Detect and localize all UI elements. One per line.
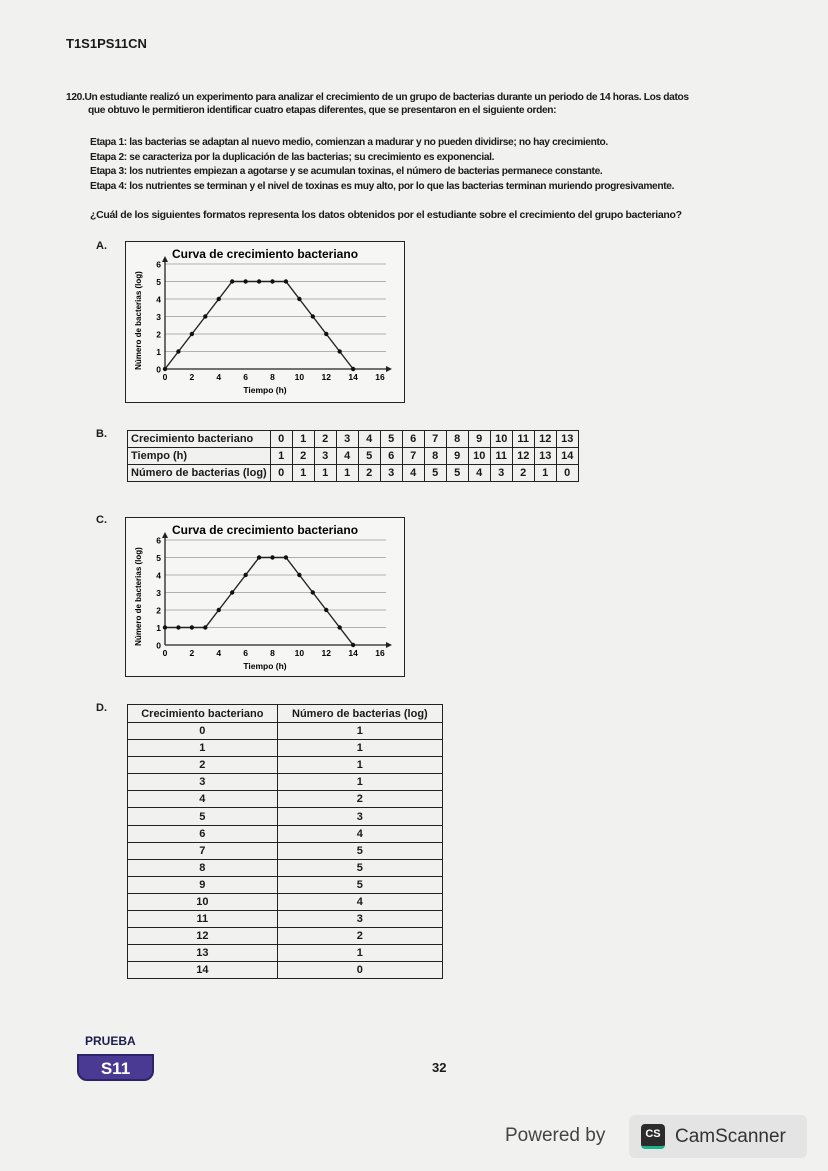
- table-cell: 2: [512, 465, 534, 482]
- x-tick-label: 2: [189, 648, 195, 658]
- table-cell: 4: [402, 465, 424, 482]
- table-row: [128, 465, 579, 482]
- table-cell: 5: [358, 448, 380, 465]
- x-tick-label: 6: [243, 372, 248, 382]
- table-cell: 12: [534, 431, 556, 448]
- y-tick-label: 5: [156, 277, 161, 287]
- table-cell: 11: [512, 431, 534, 448]
- y-tick-label: 0: [156, 640, 161, 651]
- data-point: [351, 367, 355, 371]
- table-cell: 8: [424, 448, 446, 465]
- x-tick-label: 0: [162, 648, 168, 658]
- y-tick-label: 6: [156, 535, 161, 546]
- data-point: [270, 279, 274, 283]
- data-point: [297, 573, 301, 577]
- table-cell: 1: [336, 465, 358, 482]
- table-cell: 6: [402, 431, 424, 448]
- table-cell: 1: [277, 723, 442, 740]
- table-cell: 0: [270, 465, 292, 482]
- table-cell: 13: [556, 431, 578, 448]
- data-point: [297, 297, 301, 301]
- table-cell: 11: [128, 911, 278, 928]
- data-point: [351, 643, 355, 647]
- option-c-chart: [125, 517, 405, 677]
- data-point: [176, 349, 180, 353]
- table-row: [128, 876, 443, 893]
- y-axis-arrow-icon: [162, 532, 168, 538]
- table-cell: 13: [534, 448, 556, 465]
- data-point: [324, 332, 328, 336]
- y-tick-label: 1: [156, 623, 161, 633]
- data-point: [337, 349, 341, 353]
- x-axis-label: Tiempo (h): [243, 661, 287, 671]
- y-tick-label: 2: [156, 329, 161, 340]
- table-cell: 2: [292, 448, 314, 465]
- series-line: [165, 558, 353, 646]
- row-header: Crecimiento bacteriano: [128, 431, 271, 448]
- option-b-table: [127, 430, 579, 482]
- data-point: [163, 625, 167, 629]
- x-axis-label: Tiempo (h): [243, 385, 287, 395]
- chart-title: Curva de crecimiento bacteriano: [171, 523, 359, 537]
- question-prompt: ¿Cuál de los siguientes formatos representa los datos obtenidos por el estudiante sobre el crecimiento del grupo bacteriano?: [90, 209, 682, 221]
- option-a-chart: [125, 241, 405, 403]
- y-axis-label: Número de bacterias (log): [134, 547, 143, 646]
- table-row: [128, 911, 443, 928]
- data-point: [190, 332, 194, 336]
- table-cell: 2: [277, 928, 442, 945]
- table-row: [128, 859, 443, 876]
- table-cell: 9: [128, 876, 278, 893]
- data-point: [243, 573, 247, 577]
- row-header: Número de bacterias (log): [128, 465, 271, 482]
- table-cell: 3: [336, 431, 358, 448]
- x-tick-label: 6: [243, 648, 248, 658]
- column-header: Número de bacterias (log): [277, 705, 442, 723]
- table-cell: 3: [314, 448, 336, 465]
- table-cell: 11: [490, 448, 512, 465]
- x-tick-label: 8: [270, 648, 275, 658]
- table-cell: 1: [534, 465, 556, 482]
- y-tick-label: 1: [156, 347, 161, 357]
- table-row: [128, 928, 443, 945]
- table-cell: 2: [128, 757, 278, 774]
- data-point: [176, 625, 180, 629]
- x-tick-label: 4: [216, 372, 222, 382]
- y-axis-label: Número de bacterias (log): [134, 271, 143, 370]
- table-cell: 1: [128, 740, 278, 757]
- table-cell: 4: [277, 893, 442, 910]
- table-cell: 0: [277, 962, 442, 979]
- camscanner-logo-icon: CS: [641, 1124, 665, 1149]
- y-tick-label: 5: [156, 553, 161, 563]
- session-badge: S11: [77, 1054, 154, 1081]
- table-cell: 4: [358, 431, 380, 448]
- table-cell: 5: [424, 465, 446, 482]
- table-row: [128, 757, 443, 774]
- table-cell: 5: [380, 431, 402, 448]
- table-cell: 1: [292, 465, 314, 482]
- x-tick-label: 14: [348, 648, 358, 658]
- data-point: [230, 590, 234, 594]
- table-cell: 6: [128, 825, 278, 842]
- data-point: [324, 608, 328, 612]
- table-cell: 1: [277, 774, 442, 791]
- table-cell: 3: [128, 774, 278, 791]
- table-row: [128, 740, 443, 757]
- table-cell: 8: [446, 431, 468, 448]
- table-cell: 4: [277, 825, 442, 842]
- y-tick-label: 3: [156, 588, 161, 598]
- stage-4: Etapa 4: los nutrientes se terminan y el nivel de toxinas es muy alto, por lo que las bacterias terminan muriendo progresivamente.: [90, 180, 675, 192]
- data-point: [163, 367, 167, 371]
- option-d-label[interactable]: D.: [96, 702, 107, 714]
- table-cell: 10: [468, 448, 490, 465]
- y-tick-label: 0: [156, 364, 161, 375]
- question-line-2: que obtuvo le permitieron identificar cuatro etapas diferentes, que se presentaron en el siguiente orden:: [88, 105, 557, 116]
- table-cell: 14: [128, 962, 278, 979]
- table-cell: 0: [270, 431, 292, 448]
- document-code: T1S1PS11CN: [66, 36, 147, 51]
- x-axis-arrow-icon: [386, 642, 392, 648]
- table-row: [128, 448, 579, 465]
- y-tick-label: 6: [156, 259, 161, 270]
- x-tick-label: 10: [294, 372, 305, 382]
- table-row: [128, 893, 443, 910]
- x-tick-label: 16: [375, 648, 385, 658]
- table-cell: 4: [336, 448, 358, 465]
- prueba-label: PRUEBA: [85, 1034, 136, 1048]
- data-point: [257, 555, 261, 559]
- y-tick-label: 2: [156, 605, 161, 616]
- table-cell: 0: [556, 465, 578, 482]
- data-point: [203, 625, 207, 629]
- data-point: [284, 279, 288, 283]
- table-row: [128, 791, 443, 808]
- data-point: [217, 297, 221, 301]
- table-cell: 0: [128, 723, 278, 740]
- chart-c-svg: [126, 518, 404, 676]
- camscanner-brand: CamScanner: [675, 1126, 786, 1147]
- option-b-label[interactable]: B.: [96, 428, 107, 440]
- data-point: [203, 314, 207, 318]
- stage-3: Etapa 3: los nutrientes empiezan a agotarse y se acumulan toxinas, el número de bacterias permanece constante.: [90, 166, 603, 177]
- table-cell: 1: [277, 945, 442, 962]
- table-row: [128, 431, 579, 448]
- chart-a-svg: [126, 242, 404, 402]
- table-cell: 5: [446, 465, 468, 482]
- x-tick-label: 10: [294, 648, 305, 658]
- table-cell: 3: [277, 911, 442, 928]
- table-cell: 6: [380, 448, 402, 465]
- y-tick-label: 4: [156, 294, 161, 305]
- data-point: [230, 279, 234, 283]
- data-point: [270, 555, 274, 559]
- table-row: [128, 774, 443, 791]
- row-header: Tiempo (h): [128, 448, 271, 465]
- data-point: [337, 625, 341, 629]
- x-axis-arrow-icon: [386, 366, 392, 372]
- powered-by-text: Powered by: [505, 1125, 606, 1146]
- table-cell: 12: [128, 928, 278, 945]
- option-c-label[interactable]: C.: [96, 514, 107, 526]
- table-cell: 7: [128, 842, 278, 859]
- table-row: [128, 842, 443, 859]
- x-tick-label: 4: [216, 648, 222, 658]
- table-cell: 2: [358, 465, 380, 482]
- data-point: [190, 625, 194, 629]
- x-tick-label: 14: [348, 372, 358, 382]
- table-cell: 1: [277, 757, 442, 774]
- stage-1: Etapa 1: las bacterias se adaptan al nuevo medio, comienzan a madurar y no pueden dividirse; no hay crecimiento.: [90, 137, 608, 148]
- series-line: [165, 282, 353, 370]
- x-tick-label: 12: [321, 372, 331, 382]
- table-cell: 2: [314, 431, 336, 448]
- table-cell: 5: [128, 808, 278, 825]
- table-cell: 9: [446, 448, 468, 465]
- table-cell: 9: [468, 431, 490, 448]
- table-cell: 7: [402, 448, 424, 465]
- table-cell: 5: [277, 859, 442, 876]
- table-row: [128, 825, 443, 842]
- table-cell: 8: [128, 859, 278, 876]
- table-row: [128, 808, 443, 825]
- table-cell: 5: [277, 876, 442, 893]
- table-row: [128, 945, 443, 962]
- table-cell: 1: [270, 448, 292, 465]
- question-number: 120.: [66, 92, 85, 103]
- table-cell: 1: [277, 740, 442, 757]
- column-header: Crecimiento bacteriano: [128, 705, 278, 723]
- question-text: [66, 91, 816, 117]
- data-point: [257, 279, 261, 283]
- table-cell: 10: [128, 893, 278, 910]
- x-tick-label: 16: [375, 372, 385, 382]
- option-d-table: [127, 704, 443, 979]
- table-cell: 4: [468, 465, 490, 482]
- option-a-label[interactable]: A.: [96, 240, 107, 252]
- table-header-row: [128, 705, 443, 723]
- y-tick-label: 3: [156, 312, 161, 322]
- x-tick-label: 0: [162, 372, 168, 382]
- x-tick-label: 12: [321, 648, 331, 658]
- y-axis-arrow-icon: [162, 256, 168, 262]
- table-cell: 12: [512, 448, 534, 465]
- stage-2: Etapa 2: se caracteriza por la duplicación de las bacterias; su crecimiento es exponencial.: [90, 151, 495, 163]
- table-cell: 3: [380, 465, 402, 482]
- table-cell: 1: [292, 431, 314, 448]
- table-cell: 10: [490, 431, 512, 448]
- y-tick-label: 4: [156, 570, 161, 581]
- table-cell: 1: [314, 465, 336, 482]
- table-cell: 2: [277, 791, 442, 808]
- data-point: [311, 314, 315, 318]
- x-tick-label: 8: [270, 372, 275, 382]
- table-cell: 7: [424, 431, 446, 448]
- table-cell: 3: [277, 808, 442, 825]
- chart-title: Curva de crecimiento bacteriano: [171, 247, 359, 261]
- page-number: 32: [432, 1060, 447, 1075]
- x-tick-label: 2: [189, 372, 195, 382]
- table-cell: 13: [128, 945, 278, 962]
- data-point: [284, 555, 288, 559]
- data-point: [217, 608, 221, 612]
- table-row: [128, 962, 443, 979]
- table-row: [128, 723, 443, 740]
- stages-list: [90, 136, 674, 194]
- question-line-1: Un estudiante realizó un experimento para analizar el crecimiento de un grupo de bacterias durante un periodo de 14 horas. Los datos: [84, 92, 689, 103]
- data-point: [243, 279, 247, 283]
- data-point: [311, 590, 315, 594]
- table-cell: 3: [490, 465, 512, 482]
- table-cell: 4: [128, 791, 278, 808]
- table-cell: 14: [556, 448, 578, 465]
- table-cell: 5: [277, 842, 442, 859]
